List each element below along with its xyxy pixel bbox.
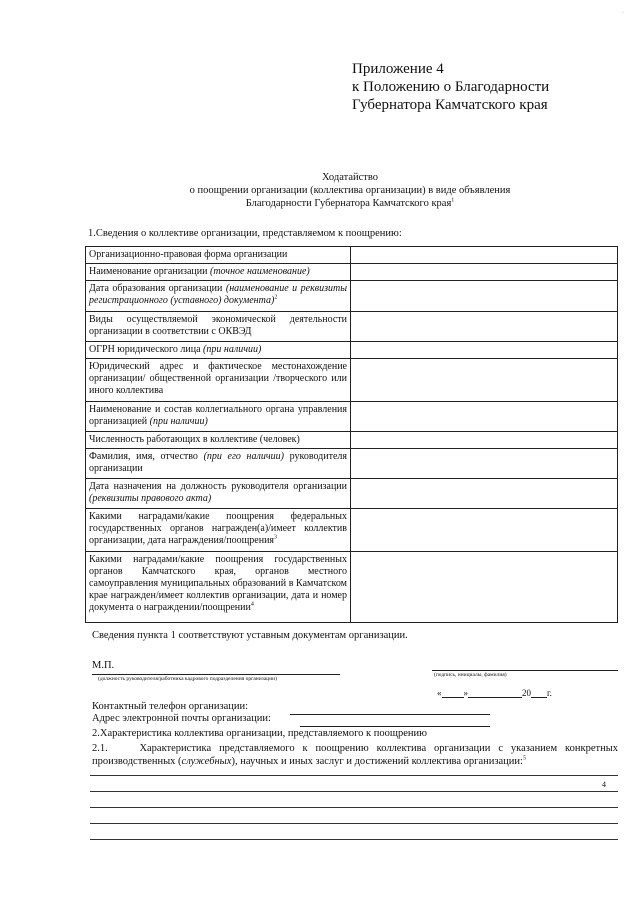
- row-label: Дата образования организации (наименование и реквизиты регистрационного (уставного) документа)$^2$: [86, 281, 351, 312]
- row-value-cell[interactable]: [351, 509, 618, 552]
- signature-line[interactable]: [432, 670, 618, 671]
- row-label: Виды осуществляемой экономической деятельности организации в соответствии с ОКВЭД: [86, 312, 351, 342]
- date-suffix: г.: [547, 688, 552, 698]
- row-value-cell[interactable]: [351, 312, 618, 342]
- title-line-2: о поощрении организации (коллектива организации) в виде объявления: [189, 185, 511, 196]
- row-label: Организационно-правовая форма организации: [86, 247, 351, 264]
- row-value-cell[interactable]: [351, 432, 618, 449]
- footnote-ref: 1: [451, 197, 455, 204]
- appendix-line-2: к Положению о Благодарности: [352, 79, 550, 95]
- position-caption: (должность руководителя/работника кадрового подразделения организации): [98, 676, 277, 682]
- date-quote-close: »: [463, 688, 468, 698]
- row-value-cell[interactable]: [351, 552, 618, 623]
- row-value-cell[interactable]: [351, 247, 618, 264]
- table-row: [86, 432, 618, 449]
- organization-info-table: [85, 246, 618, 623]
- compliance-note: Сведения пункта 1 соответствуют уставным документам организации.: [92, 630, 408, 641]
- document-title: [150, 171, 550, 210]
- answer-line-2[interactable]: [90, 791, 618, 792]
- title-line-1: Ходатайство: [322, 172, 378, 183]
- appendix-header: [352, 60, 622, 114]
- answer-line-3[interactable]: [90, 807, 618, 808]
- row-value-cell[interactable]: [351, 359, 618, 402]
- row-label: Какими наградами/какие поощрения государственных органов Камчатского края, органов местного самоуправления муниципальных образований в Камчатском крае награжден/имеет коллектив организации, дата и номер документа о награждении/поощрении$^4$: [86, 552, 351, 623]
- row-label: Наименование организации (точное наименование): [86, 264, 351, 281]
- answer-line-1[interactable]: [90, 775, 618, 776]
- date-year-field[interactable]: [531, 688, 547, 698]
- date-month-field[interactable]: [468, 688, 522, 698]
- row-label: Наименование и состав коллегиального органа управления организацией (при наличии): [86, 402, 351, 432]
- appendix-line-3: Губернатора Камчатского края: [352, 97, 548, 113]
- table-row: [86, 509, 618, 552]
- answer-line-5[interactable]: [90, 839, 618, 840]
- row-label: Юридический адрес и фактическое местонахождение организации/ общественной организации /творческого или иного коллектива: [86, 359, 351, 402]
- row-label: Численность работающих в коллективе (человек): [86, 432, 351, 449]
- corner-mark: ·: [622, 10, 624, 16]
- row-value-cell[interactable]: [351, 479, 618, 509]
- signature-caption: (подпись, инициалы, фамилия): [434, 672, 507, 678]
- row-value-cell[interactable]: [351, 281, 618, 312]
- footnote-ref: 3: [274, 534, 278, 541]
- row-label: Какими наградами/какие поощрения федеральных государственных органов награжден(а)/имеет коллектив организации, дата награждения/поощрения$^3$: [86, 509, 351, 552]
- table-row: [86, 402, 618, 432]
- table-row: [86, 342, 618, 359]
- footnote-ref: 5: [522, 755, 526, 762]
- contact-email-field[interactable]: [300, 726, 490, 727]
- table-row: [86, 449, 618, 479]
- row-label: Дата назначения на должность руководителя организации (реквизиты правового акта): [86, 479, 351, 509]
- date-line: [437, 688, 552, 698]
- footnote-ref: 2: [274, 294, 278, 301]
- row-label: ОГРН юридического лица (при наличии): [86, 342, 351, 359]
- row-value-cell[interactable]: [351, 342, 618, 359]
- page-number: 4: [602, 780, 606, 789]
- table-row: [86, 264, 618, 281]
- table-row: [86, 479, 618, 509]
- table-row: [86, 312, 618, 342]
- row-value-cell[interactable]: [351, 264, 618, 281]
- section-2-heading: 2.Характеристика коллектива организации, представляемого к поощрению: [92, 728, 427, 739]
- contact-phone-field[interactable]: [290, 714, 490, 715]
- date-quote-open: «: [437, 688, 442, 698]
- stamp-place-label: М.П.: [92, 660, 115, 671]
- footnote-ref: 4: [250, 601, 254, 608]
- date-day-field[interactable]: [442, 688, 464, 698]
- title-line-3: Благодарности Губернатора Камчатского края: [245, 198, 452, 209]
- contact-email-label: Адрес электронной почты организации:: [92, 713, 271, 724]
- table-row: [86, 552, 618, 623]
- table-row: [86, 359, 618, 402]
- section-2-1-text: 2.1. Характеристика представляемого к поощрению коллектива организации с указанием конкретных производственных (служебных), научных и иных заслуг и достижений коллектива организации:$^5$: [92, 743, 618, 767]
- row-value-cell[interactable]: [351, 449, 618, 479]
- row-value-cell[interactable]: [351, 402, 618, 432]
- position-signature-line[interactable]: [92, 674, 340, 675]
- section-1-heading: 1.Сведения о коллективе организации, представляемом к поощрению:: [88, 228, 402, 239]
- appendix-line-1: Приложение 4: [352, 61, 444, 77]
- item-number: 2.1.: [92, 743, 108, 754]
- table-row: [86, 281, 618, 312]
- row-label: Фамилия, имя, отчество (при его наличии) руководителя организации: [86, 449, 351, 479]
- table-row: [86, 247, 618, 264]
- date-year-prefix: 20: [522, 688, 531, 698]
- answer-line-4[interactable]: [90, 823, 618, 824]
- contact-phone-label: Контактный телефон организации:: [92, 701, 249, 712]
